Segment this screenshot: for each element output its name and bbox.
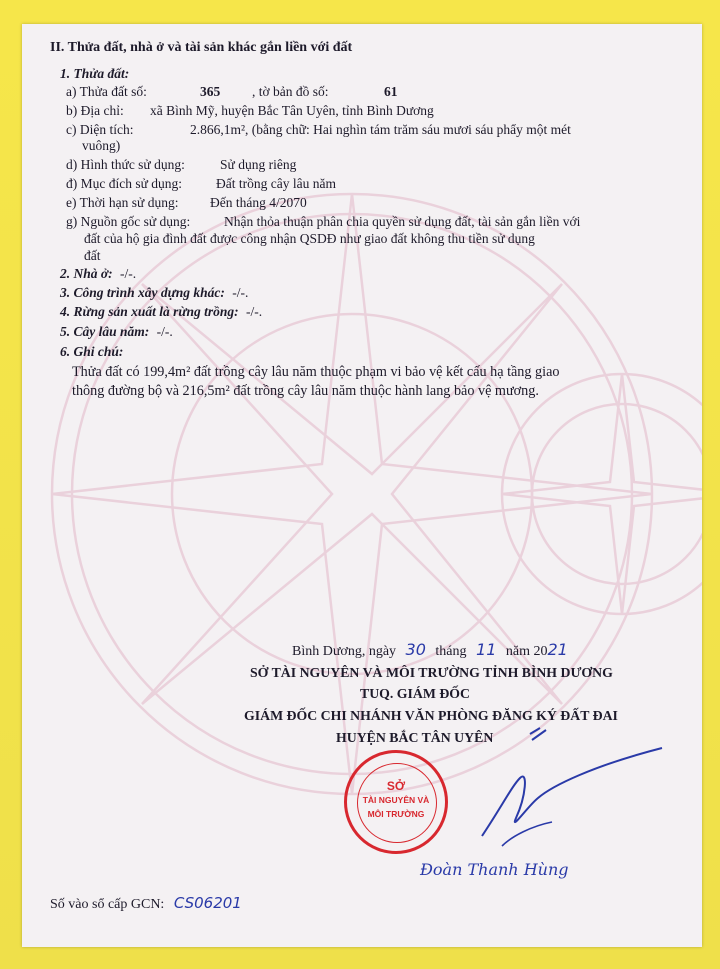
perennial-label: 5. Cây lâu năm: [60,324,150,339]
address-value: xã Bình Mỹ, huyện Bắc Tân Uyên, tỉnh Bình Dương [150,103,434,118]
tuq-label: TUQ. GIÁM ĐỐC [360,686,470,701]
construction-label: 3. Công trình xây dựng khác: [60,285,225,300]
area-label: c) Diện tích: [66,122,134,137]
gcn-row [50,894,242,913]
area-value-cont: vuông) [82,138,121,153]
notes-line-1: Thửa đất có 199,4m² đất trồng cây lâu năm thuộc phạm vi bảo vệ kết cấu hạ tầng giao [72,364,560,380]
land-heading: 1. Thửa đất: [60,66,130,81]
origin-line-2: đất của hộ gia đình đất được công nhận QSDĐ như giao đất không thu tiền sử dụng [84,231,535,246]
place-date-line [292,640,568,660]
map-sheet-label: , tờ bản đồ số: [252,84,329,99]
signature [442,726,672,876]
place-date-prefix: Bình Dương, ngày [292,644,397,659]
certificate-page [22,24,702,947]
perennial-value: -/-. [156,324,173,339]
purpose-label: đ) Mục đích sử dụng: [66,176,183,191]
address-label: b) Địa chỉ: [66,103,124,118]
forest-row [60,304,262,320]
use-form-value: Sử dụng riêng [220,157,297,172]
stamp-line-1: SỞ [386,779,406,793]
term-value: Đến tháng 4/2070 [210,195,307,210]
area-value: 2.866,1m², (bằng chữ: Hai nghìn tám trăm sáu mươi sáu phẩy một mét [190,122,571,137]
date-day: 30 [405,640,426,659]
house-label: 2. Nhà ở: [60,266,113,281]
origin-line-3: đất [84,248,101,263]
parcel-number: 365 [200,84,221,99]
construction-value: -/-. [232,285,249,300]
dept-name: SỞ TÀI NGUYÊN VÀ MÔI TRƯỜNG TỈNH BÌNH DƯƠNG [250,665,613,680]
month-label: tháng [435,644,467,659]
house-row [60,266,136,282]
forest-value: -/-. [245,304,263,319]
forest-label: 4. Rừng sản xuất là rừng trồng: [60,304,239,319]
origin-line-1: Nhận thỏa thuận phân chia quyền sử dụng đất, tài sản gắn liền với [224,214,581,229]
district-name: HUYỆN BẮC TÂN UYÊN [336,730,494,745]
perennial-row [60,324,173,340]
stamp-line-2: TÀI NGUYÊN VÀ [362,795,430,805]
stamp-line-3: MÔI TRƯỜNG [367,809,425,819]
purpose-value: Đất trồng cây lâu năm [216,176,336,191]
notes-label: 6. Ghi chú: [60,344,124,359]
parcel-label: a) Thửa đất số: [66,84,147,99]
branch-name: GIÁM ĐỐC CHI NHÁNH VĂN PHÒNG ĐĂNG KÝ ĐẤT ĐAI [244,708,618,723]
house-value: -/-. [120,266,137,281]
date-month: 11 [476,640,497,659]
section-title: II. Thửa đất, nhà ở và tài sản khác gắn liền với đất [50,40,353,55]
origin-label: g) Nguồn gốc sử dụng: [66,214,191,229]
gcn-value: CS06201 [173,894,242,912]
notes-line-2: thông đường bộ và 216,5m² đất trồng cây lâu năm thuộc hành lang bảo vệ mương. [72,383,539,399]
date-year-suffix: 21 [547,640,568,659]
map-sheet-number: 61 [384,84,398,99]
term-label: e) Thời hạn sử dụng: [66,195,179,210]
official-stamp [344,750,448,854]
gcn-label: Số vào sổ cấp GCN: [50,897,165,912]
signer-name: Đoàn Thanh Hùng [420,860,569,879]
use-form-label: d) Hình thức sử dụng: [66,157,185,172]
year-label: năm 20 [505,644,548,659]
construction-row [60,285,248,301]
